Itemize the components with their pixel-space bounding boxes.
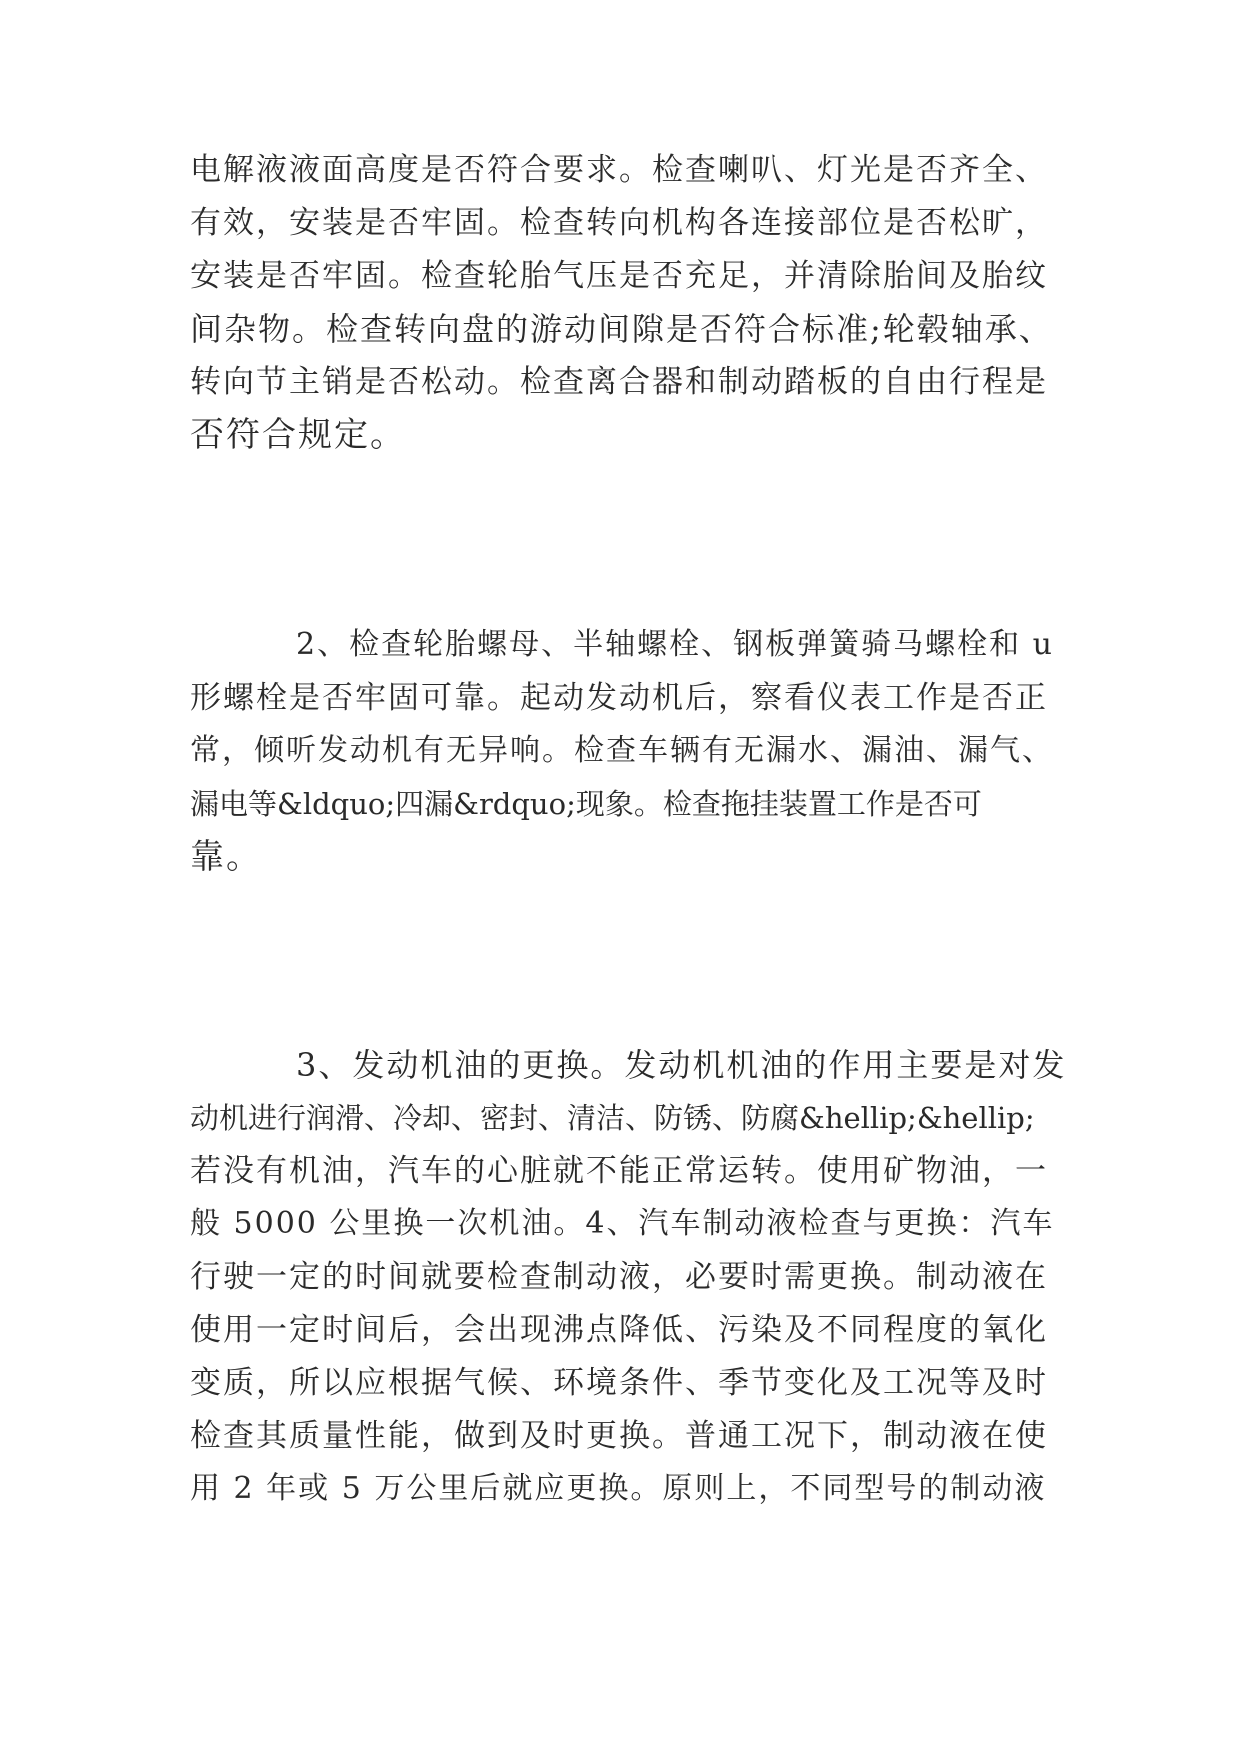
paragraph-1-line-4: 间杂物。检查转向盘的游动间隙是否符合标准;轮毂轴承、 [190, 310, 1053, 348]
paragraph-3-line-8: 检查其质量性能，做到及时更换。普通工况下，制动液在使 [190, 1418, 1048, 1454]
paragraph-2-line-2: 形螺栓是否牢固可靠。起动发动机后，察看仪表工作是否正 [190, 680, 1048, 716]
paragraph-3-line-9: 用 2 年或 5 万公里后就应更换。原则上，不同型号的制动液 [190, 1471, 1047, 1506]
paragraph-2-line-1: 2、检查轮胎螺母、半轴螺栓、钢板弹簧骑马螺栓和 u [296, 627, 1054, 662]
paragraph-1-line-3: 安装是否牢固。检查轮胎气压是否充足，并清除胎间及胎纹 [190, 258, 1048, 294]
paragraph-2-line-3: 常，倾听发动机有无异响。检查车辆有无漏水、漏油、漏气、 [190, 733, 1054, 768]
paragraph-1-line-1: 电解液液面高度是否符合要求。检查喇叭、灯光是否齐全、 [190, 152, 1048, 188]
paragraph-3-line-3: 若没有机油，汽车的心脏就不能正常运转。使用矿物油，一 [190, 1153, 1048, 1189]
paragraph-3-line-1: 3、发动机油的更换。发动机机油的作用主要是对发 [296, 1046, 1067, 1084]
paragraph-2-line-5: 靠。 [190, 837, 262, 877]
paragraph-3-line-7: 变质，所以应根据气候、环境条件、季节变化及工况等及时 [190, 1365, 1048, 1401]
paragraph-2-line-4: 漏电等&ldquo;四漏&rdquo;现象。检查拖挂装置工作是否可 [190, 787, 982, 821]
paragraph-1-line-5: 转向节主销是否松动。检查离合器和制动踏板的自由行程是 [190, 364, 1048, 400]
paragraph-3-line-2: 动机进行润滑、冷却、密封、清洁、防锈、防腐&hellip;&hellip; [190, 1101, 1035, 1135]
paragraph-1-line-2: 有效，安装是否牢固。检查转向机构各连接部位是否松旷， [190, 205, 1048, 241]
paragraph-3-line-4: 般 5000 公里换一次机油。4、汽车制动液检查与更换：汽车 [190, 1206, 1055, 1241]
paragraph-3-line-5: 行驶一定的时间就要检查制动液，必要时需更换。制动液在 [190, 1259, 1048, 1295]
paragraph-1-line-6: 否符合规定。 [190, 415, 406, 455]
paragraph-3-line-6: 使用一定时间后，会出现沸点降低、污染及不同程度的氧化 [190, 1312, 1048, 1348]
